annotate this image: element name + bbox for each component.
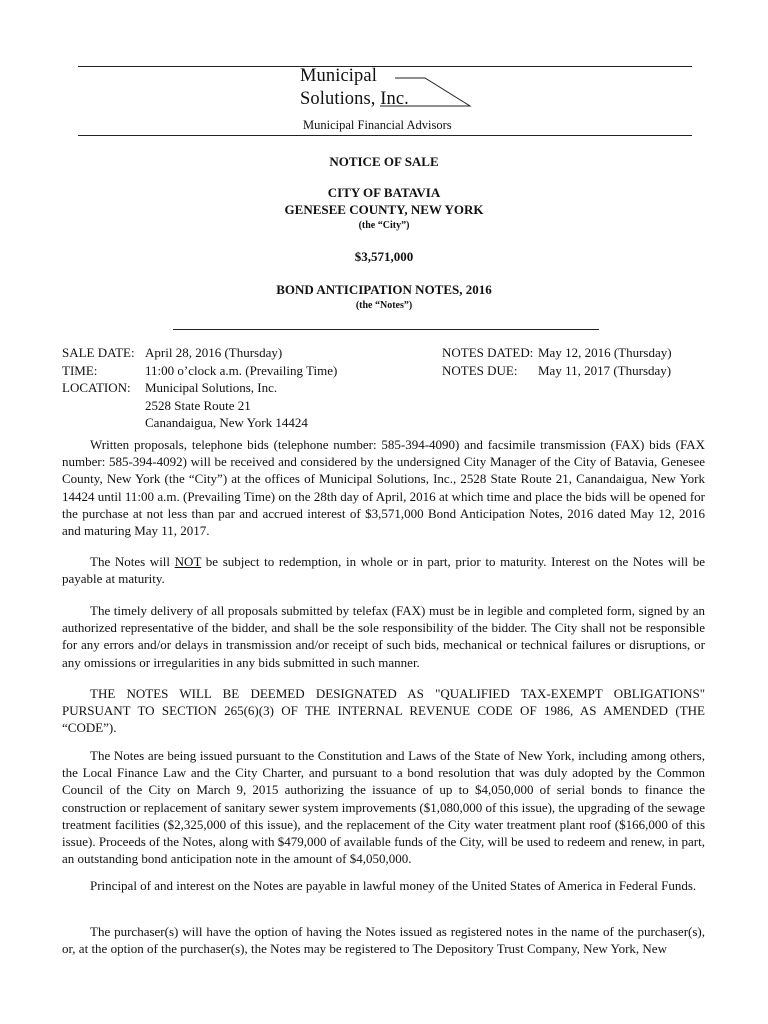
notes-dated-value: May 12, 2016 (Thursday) bbox=[538, 345, 672, 360]
heading-rule bbox=[173, 329, 599, 330]
paragraph-redemption-end: be subject to redemption, in whole or in part, prior to maturity. Interest on the Notes will be payable at maturity. bbox=[62, 554, 706, 587]
paragraph-bid-submission: Written proposals, telephone bids (telephone number: 585-394-4090) and facsimile transmission (FAX) bids (FAX number: 585-394-4092) will be received and considered by the undersigned City Manager of the City of Batavia, Genesee County, New York (the “City”) at the offices of Municipal Solutions, Inc., 2528 State Route 21, Canandaigua, New York 14424 until 11:00 a.m. (Prevailing Time) on the 28th day of April, 2016 at which time and place the bids will be opened for the purchase at not less than par and accrued interest of $3,571,000 Bond Anticipation Notes, 2016 dated May 12, 2016 and maturing May 11, 2017. bbox=[62, 437, 705, 539]
paragraph-redemption-not: NOT bbox=[174, 554, 202, 569]
county-name: GENESEE COUNTY, NEW YORK bbox=[284, 202, 484, 217]
notes-dated-label: NOTES DATED: bbox=[442, 345, 534, 360]
letterhead-bottom-rule bbox=[78, 135, 692, 136]
paragraph-tax-exempt: THE NOTES WILL BE DEEMED DESIGNATED AS "QUALIFIED TAX-EXEMPT OBLIGATIONS" PURSUANT TO SECTION 265(6)(3) OF THE INTERNAL REVENUE CODE OF 1986, AS AMENDED (THE “CODE”). bbox=[62, 686, 705, 736]
notes-due-value: May 11, 2017 (Thursday) bbox=[538, 362, 672, 378]
city-alias: (the “City”) bbox=[358, 220, 410, 231]
location-line-2: 2528 State Route 21 bbox=[145, 397, 251, 413]
time-label: TIME: bbox=[62, 362, 98, 378]
sale-amount: $3,571,000 bbox=[354, 249, 414, 264]
company-logo bbox=[300, 66, 480, 118]
paragraph-fax-delivery: The timely delivery of all proposals submitted by telefax (FAX) must be in legible and completed form, signed by an authorized representative of the bidder, and shall be the sole responsibility of the bidder. The City shall not be responsible for any errors and/or delays in transmission and/or receipt of such bids, mechanical or technical failures or disruptions, or any omissions or irregularities in any bids submitted in such manner. bbox=[62, 603, 705, 670]
logo-text-line-2: Solutions, Inc. bbox=[300, 89, 409, 109]
paragraph-redemption-start: The Notes will bbox=[90, 554, 175, 569]
paragraph-authorization: The Notes are being issued pursuant to the Constitution and Laws of the State of New York, including among others, the Local Finance Law and the City Charter, and pursuant to a bond resolution that was duly adopted by the Common Council of the City on March 9, 2015 authorizing the issuance of up to $4,050,000 of serial bonds to finance the construction or replacement of sanitary sewer system improvements ($1,080,000 of this issue), the upgrading of the sewage treatment facilities ($2,325,000 of this issue), and the replacement of the City water treatment plant roof ($166,000 of this issue). Proceeds of the Notes, along with $479,000 of available funds of the City, will be used to redeem and renew, in part, an outstanding bond anticipation note in the amount of $4,050,000. bbox=[62, 748, 705, 867]
location-line-1: Municipal Solutions, Inc. bbox=[145, 380, 278, 395]
sale-date-value: April 28, 2016 (Thursday) bbox=[145, 345, 283, 360]
paragraph-payment: Principal of and interest on the Notes are payable in lawful money of the United States of America in Federal Funds. bbox=[90, 878, 697, 893]
city-name: CITY OF BATAVIA bbox=[327, 185, 441, 200]
sale-info-left bbox=[62, 344, 422, 432]
notice-title: NOTICE OF SALE bbox=[329, 154, 439, 169]
paragraph-redemption bbox=[62, 553, 705, 587]
logo-text-line-1: Municipal bbox=[300, 66, 377, 86]
notes-alias: (the “Notes”) bbox=[355, 300, 413, 311]
time-value: 11:00 o’clock a.m. (Prevailing Time) bbox=[145, 362, 338, 378]
letterhead-tagline: Municipal Financial Advisors bbox=[303, 118, 452, 132]
location-label: LOCATION: bbox=[62, 380, 131, 395]
notes-due-label: NOTES DUE: bbox=[442, 362, 518, 378]
sale-date-label: SALE DATE: bbox=[62, 345, 135, 360]
notes-title: BOND ANTICIPATION NOTES, 2016 bbox=[276, 282, 492, 297]
sale-info-right bbox=[442, 344, 712, 379]
location-line-3: Canandaigua, New York 14424 bbox=[145, 415, 308, 430]
paragraph-registration: The purchaser(s) will have the option of having the Notes issued as registered notes in the name of the purchaser(s), or, at the option of the purchaser(s), the Notes may be registered to The Depository Trust Company, New York, New bbox=[62, 924, 705, 957]
